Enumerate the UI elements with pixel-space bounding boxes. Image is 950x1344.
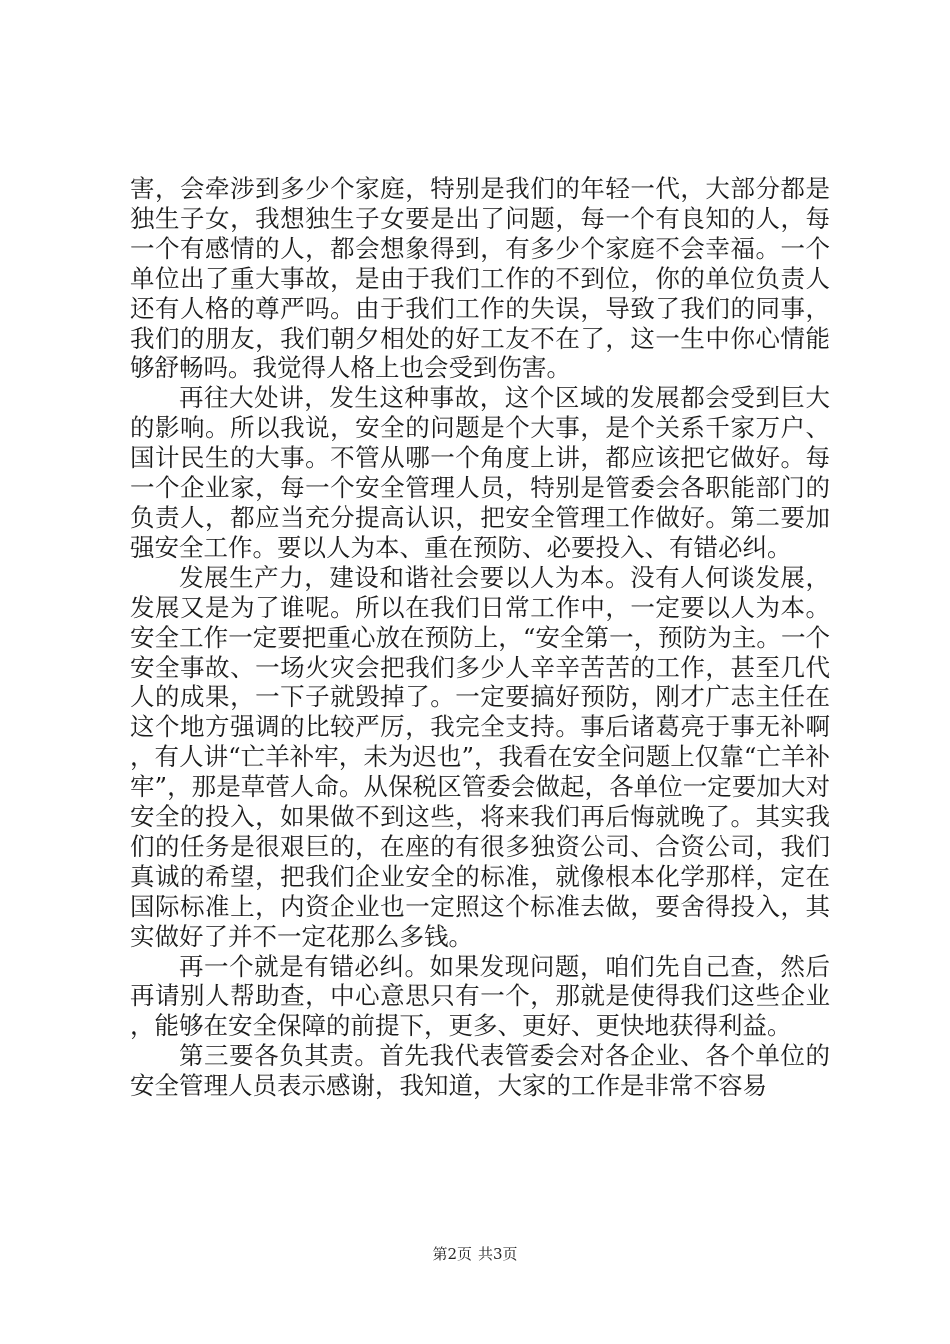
page-footer <box>0 1244 950 1264</box>
paragraph-1: 害，会牵涉到多少个家庭，特别是我们的年轻一代，大部分都是独生子女，我想独生子女要是出了问题，每一个有良知的人，每一个有感情的人，都会想象得到，有多少个家庭不会幸福。一个单位出了重大事故，是由于我们工作的不到位，你的单位负责人还有人格的尊严吗。由于我们工作的失误，导致了我们的同事，我们的朋友，我们朝夕相处的好工友不在了，这一生中你心情能够舒畅吗。我觉得人格上也会受到伤害。 <box>130 174 830 383</box>
paragraph-5: 第三要各负其责。首先我代表管委会对各企业、各个单位的安全管理人员表示感谢，我知道，大家的工作是非常不容易 <box>130 1041 830 1101</box>
paragraph-4: 再一个就是有错必纠。如果发现问题，咱们先自己查，然后再请别人帮助查，中心意思只有一个，那就是使得我们这些企业，能够在安全保障的前提下，更多、更好、更快地获得利益。 <box>130 951 830 1041</box>
page-total: 共3页 <box>478 1245 518 1263</box>
paragraph-3: 发展生产力，建设和谐社会要以人为本。没有人何谈发展，发展又是为了谁呢。所以在我们日常工作中，一定要以人为本。安全工作一定要把重心放在预防上，“安全第一，预防为主。一个安全事故、一场火灾会把我们多少人辛辛苦苦的工作，甚至几代人的成果，一下子就毁掉了。一定要搞好预防，刚才广志主任在这个地方强调的比较严厉，我完全支持。事后诸葛亮于事无补啊，有人讲“亡羊补牢，未为迟也”，我看在安全问题上仅靠“亡羊补牢”，那是草菅人命。从保税区管委会做起，各单位一定要加大对安全的投入，如果做不到这些，将来我们再后悔就晚了。其实我们的任务是很艰巨的，在座的有很多独资公司、合资公司，我们真诚的希望，把我们企业安全的标准，就像根本化学那样，定在国际标准上，内资企业也一定照这个标准去做，要舍得投入，其实做好了并不一定花那么多钱。 <box>130 562 830 951</box>
document-body <box>130 174 830 1101</box>
paragraph-2: 再往大处讲，发生这种事故，这个区域的发展都会受到巨大的影响。所以我说，安全的问题是个大事，是个关系千家万户、国计民生的大事。不管从哪一个角度上讲，都应该把它做好。每一个企业家，每一个安全管理人员，特别是管委会各职能部门的负责人，都应当充分提高认识，把安全管理工作做好。第二要加强安全工作。要以人为本、重在预防、必要投入、有错必纠。 <box>130 383 830 562</box>
page-number: 第2页 <box>432 1245 472 1263</box>
